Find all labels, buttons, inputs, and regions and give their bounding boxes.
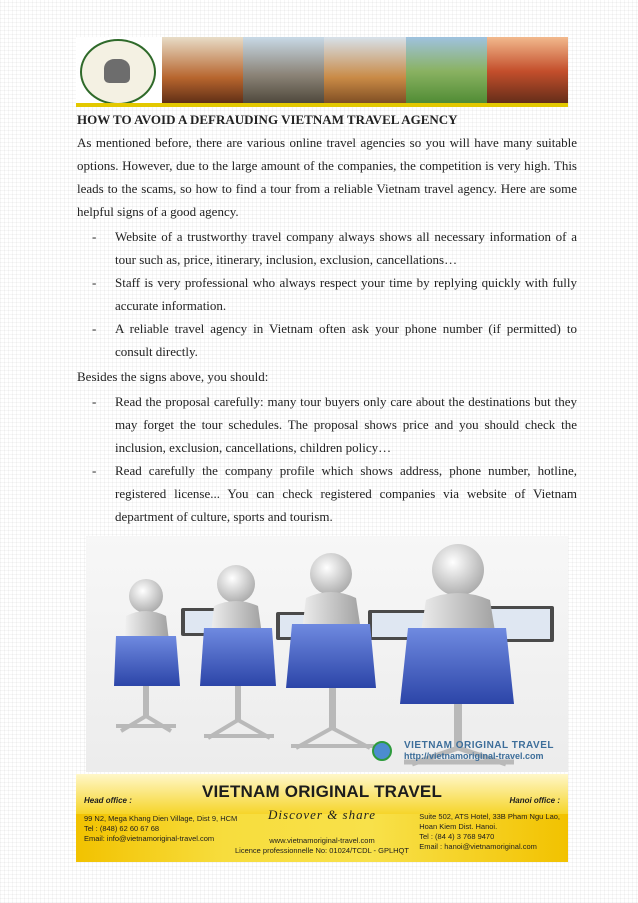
figure-1 (114, 579, 180, 731)
footer-banner (76, 774, 568, 862)
footer-brand: VIETNAM ORIGINAL TRAVEL (201, 782, 443, 801)
watermark-title: VIETNAM ORIGINAL TRAVEL (403, 740, 554, 751)
bullet-dash: - (92, 229, 97, 244)
banner-divider (76, 103, 568, 107)
head-office-email: Email: info@vietnamoriginal-travel.com (84, 834, 215, 843)
intro-paragraph: As mentioned before, there are various online travel agencies so you will have many suitable options. However, due to the large amount of the companies, the competition is very high. This leads to the scams, so how to find a tour from a reliable Vietnam travel agency. Here are some helpful signs of a good agency. (77, 135, 577, 219)
list-item-text: Staff is very professional who always respect your time by replying quickly with fully accurate information. (115, 275, 577, 313)
head-office-phone: Tel : (848) 62 60 67 68 (84, 824, 160, 833)
list-item-text: A reliable travel agency in Vietnam often ask your phone number (if permitted) to consult directly. (115, 321, 577, 359)
list-item-text: Website of a trustworthy travel company always shows all necessary information of a tour such as, price, itinerary, inclusion, exclusion, cancellations… (115, 229, 577, 267)
bullet-dash: - (92, 321, 97, 336)
figure-4 (400, 544, 514, 764)
hanoi-office-phone: Tel : (84 4) 3 768 9470 (419, 832, 495, 841)
banner-photo-monks (324, 37, 405, 105)
bullet-dash: - (92, 463, 97, 478)
list-item (77, 317, 577, 363)
banner-photo-elephant (243, 37, 324, 105)
call-center-figures (86, 536, 568, 772)
besides-paragraph: Besides the signs above, you should: (77, 369, 269, 384)
footer-center-info (76, 836, 568, 856)
list-item (77, 459, 577, 528)
head-office-label: Head office : (84, 796, 132, 805)
list-item (77, 271, 577, 317)
footer-website: www.vietnamoriginal-travel.com (269, 836, 375, 845)
banner-photo-junk-boat (487, 37, 568, 105)
tips-list (77, 390, 577, 528)
list-item (77, 390, 577, 459)
banner-photo-rice-terraces (406, 37, 487, 105)
list-item-text: Read the proposal carefully: many tour buyers only care about the destinations but they may forget the tour schedules. The proposal shows price and you should check the inclusion, exclusion, cancellations, children policy… (115, 394, 577, 455)
signs-list (77, 225, 577, 363)
article-body (77, 109, 577, 528)
footer-tagline: Discover & share (268, 807, 376, 822)
banner-photo-people (162, 37, 243, 105)
footer-licence: Licence professionnelle No: 01024/TCDL - GPLHQT (235, 846, 409, 855)
figure-3 (286, 553, 376, 748)
hanoi-office-label: Hanoi office : (509, 796, 560, 805)
head-office-address: 99 N2, Mega Khang Dien Village, Dist 9, HCM (84, 814, 238, 823)
hanoi-office-address-2: Hoan Kiem Dist. Hanoi. (419, 822, 498, 831)
figure-2 (200, 565, 276, 738)
company-logo (76, 37, 162, 105)
hanoi-office-address-1: Suite 502, ATS Hotel, 33B Pham Ngu Lao, (419, 812, 560, 821)
hanoi-office-email: Email : hanoi@vietnamoriginal.com (419, 842, 537, 851)
watermark-url: http://vietnamoriginal-travel.com (403, 751, 544, 761)
list-item (77, 225, 577, 271)
watermark (404, 740, 554, 762)
call-center-illustration (86, 536, 568, 772)
article-heading: HOW TO AVOID A DEFRAUDING VIETNAM TRAVEL AGENCY (77, 112, 458, 127)
watermark-globe-icon (373, 742, 391, 760)
bullet-dash: - (92, 394, 97, 409)
list-item-text: Read carefully the company profile which shows address, phone number, hotline, registered license... You can check registered companies via website of Vietnam department of culture, sports and tourism. (115, 463, 577, 524)
header-banner (76, 37, 568, 105)
bullet-dash: - (92, 275, 97, 290)
